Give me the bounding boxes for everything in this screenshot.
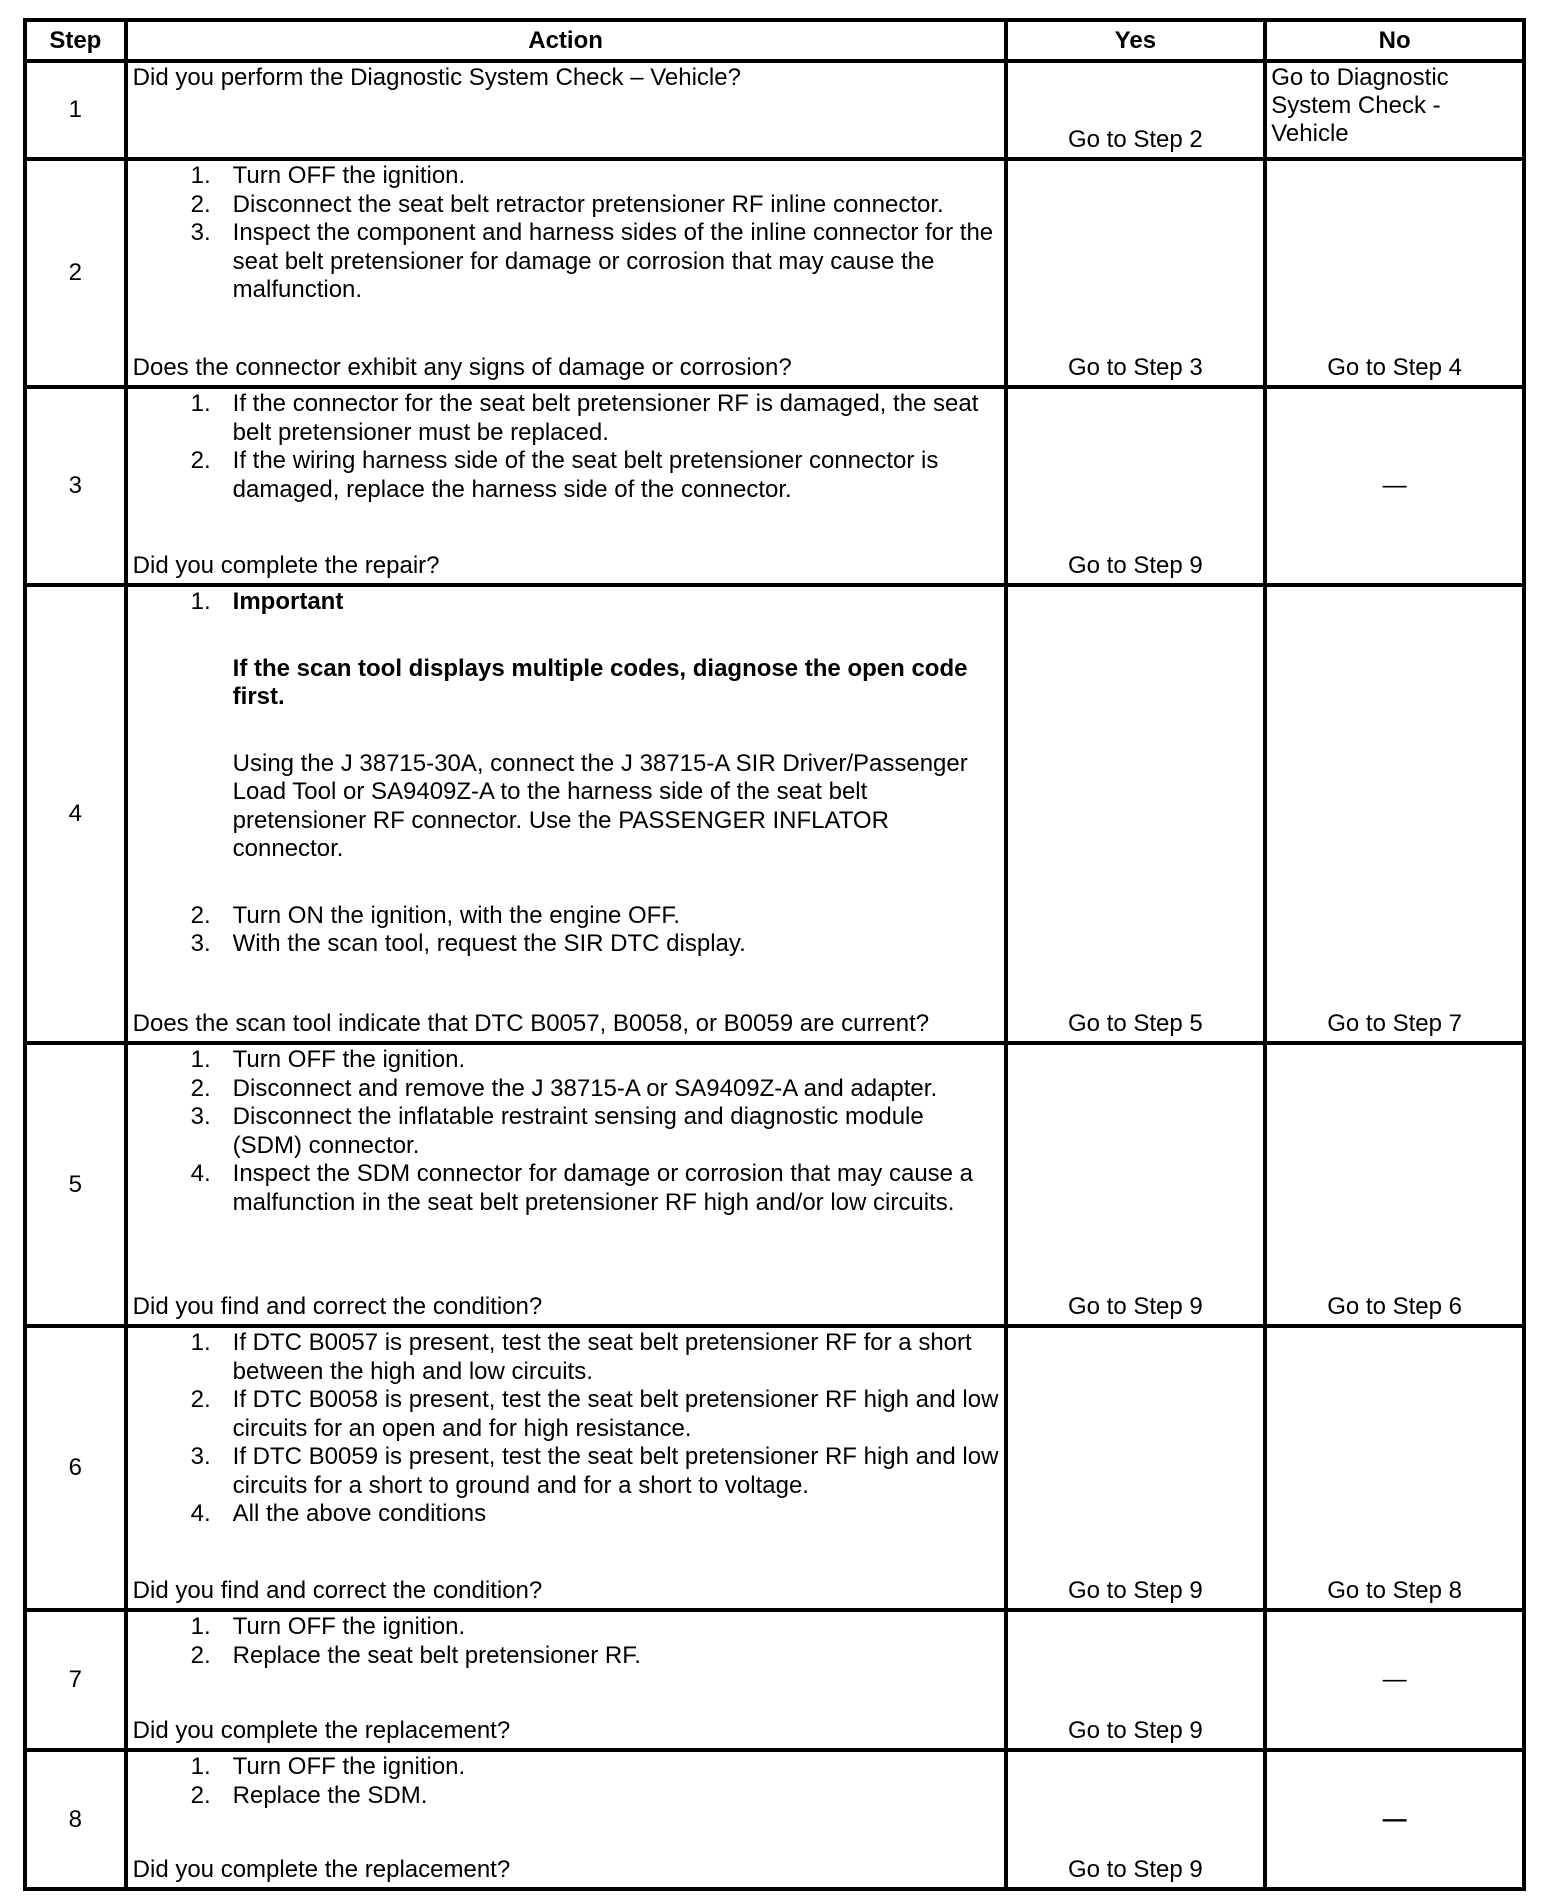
no-cell: — <box>1265 1750 1524 1889</box>
question-text: Did you complete the replacement? <box>132 1717 511 1744</box>
list-item: 2. If the wiring harness side of the seat belt pretensioner connector is damaged, replace the harness side of the connector. <box>190 447 939 503</box>
question-text: Did you perform the Diagnostic System Check – Vehicle? <box>132 64 741 91</box>
no-cell: — <box>1265 387 1524 585</box>
step-number: 3 <box>25 387 126 585</box>
step-number: 5 <box>25 1043 126 1326</box>
list-item: 4. Inspect the SDM connector for damage or corrosion that may cause a malfunction in the seat belt pretensioner RF high and/or low circuits. <box>190 1160 974 1216</box>
step-row-8 <box>25 1750 1524 1889</box>
instruction-list <box>133 390 1000 504</box>
action-cell <box>126 387 1006 585</box>
list-item: 2. Turn ON the ignition, with the engine OFF. <box>190 901 680 929</box>
step-row-7 <box>25 1610 1524 1750</box>
step-row-2 <box>25 159 1524 387</box>
no-cell: Go to Step 4 <box>1265 159 1524 387</box>
step-number: 4 <box>25 585 126 1043</box>
yes-cell: Go to Step 9 <box>1006 1750 1266 1889</box>
question-text: Did you find and correct the condition? <box>132 1577 543 1604</box>
list-item: 2. If DTC B0058 is present, test the seat belt pretensioner RF high and low circuits for an open and for high resistance. <box>190 1386 999 1442</box>
list-item: 4. All the above conditions <box>190 1500 487 1527</box>
no-cell: Go to Step 7 <box>1265 585 1524 1043</box>
header-yes: Yes <box>1006 20 1266 61</box>
action-cell <box>126 1750 1006 1889</box>
instruction-list <box>133 1753 1000 1810</box>
step-number: 8 <box>25 1750 126 1889</box>
instruction-list <box>133 1046 1000 1217</box>
step-row-4 <box>25 585 1524 1043</box>
header-no: No <box>1265 20 1524 61</box>
action-cell <box>126 585 1006 1043</box>
yes-cell: Go to Step 9 <box>1006 387 1266 585</box>
question-text: Did you complete the replacement? <box>132 1856 511 1883</box>
yes-cell: Go to Step 5 <box>1006 585 1266 1043</box>
action-cell <box>126 1326 1006 1610</box>
step-number: 1 <box>25 61 126 159</box>
list-item: 2. Replace the SDM. <box>190 1781 428 1809</box>
instruction-list <box>133 1329 1000 1529</box>
no-cell: — <box>1265 1610 1524 1750</box>
diagnostic-table <box>23 18 1526 1891</box>
yes-cell: Go to Step 9 <box>1006 1610 1266 1750</box>
list-item: 1. Turn OFF the ignition. <box>190 1613 466 1640</box>
step-row-3 <box>25 387 1524 585</box>
important-note: If the scan tool displays multiple codes, diagnose the open code first. <box>232 654 968 710</box>
no-cell: Go to Step 8 <box>1265 1326 1524 1610</box>
no-cell: Go to Diagnostic System Check - Vehicle <box>1265 61 1524 159</box>
list-item: 1. Important If the scan tool displays multiple codes, diagnose the open code first. Using the J 38715-30A, connect the J 38715-A SIR Driver/Passenger Load Tool or SA9409Z-A to the harness side of the seat belt pretensioner RF connector. Use the PASSENGER INFLATOR connector. <box>133 588 1000 864</box>
list-item: 3. If DTC B0059 is present, test the seat belt pretensioner RF high and low circuits for a short to ground and for a short to voltage. <box>190 1443 999 1499</box>
list-item: 1. Turn OFF the ignition. <box>190 1753 466 1780</box>
list-item: 3. With the scan tool, request the SIR DTC display. <box>190 930 746 957</box>
instruction-list <box>133 162 1000 305</box>
step-number: 2 <box>25 159 126 387</box>
diagnostic-table-container <box>23 18 1526 1891</box>
action-cell <box>126 61 1006 159</box>
list-item: 3. Inspect the component and harness sides of the inline connector for the seat belt pretensioner for damage or corrosion that may cause the malfunction. <box>190 219 994 303</box>
important-label: Important <box>232 588 344 615</box>
action-cell <box>126 1610 1006 1750</box>
list-item: 1. Turn OFF the ignition. <box>190 1046 466 1073</box>
yes-cell: Go to Step 9 <box>1006 1043 1266 1326</box>
header-row <box>25 20 1524 61</box>
list-item: 1. Turn OFF the ignition. <box>190 162 466 189</box>
yes-cell: Go to Step 2 <box>1006 61 1266 159</box>
question-text: Does the scan tool indicate that DTC B0057, B0058, or B0059 are current? <box>132 1010 930 1037</box>
yes-cell: Go to Step 3 <box>1006 159 1266 387</box>
list-item: 2. Disconnect and remove the J 38715-A or SA9409Z-A and adapter. <box>190 1074 938 1102</box>
step-row-5 <box>25 1043 1524 1326</box>
no-cell: Go to Step 6 <box>1265 1043 1524 1326</box>
step-number: 7 <box>25 1610 126 1750</box>
list-item: 2. Disconnect the seat belt retractor pretensioner RF inline connector. <box>190 190 944 218</box>
list-item: 3. Disconnect the inflatable restraint sensing and diagnostic module (SDM) connector. <box>190 1103 924 1159</box>
step-row-1 <box>25 61 1524 159</box>
question-text: Did you complete the repair? <box>132 552 440 579</box>
instruction-text: Using the J 38715-30A, connect the J 38715-A SIR Driver/Passenger Load Tool or SA9409Z-A to the harness side of the seat belt pretensioner RF connector. Use the PASSENGER INFLATOR connector. <box>232 749 968 862</box>
question-text: Did you find and correct the condition? <box>132 1293 543 1320</box>
list-item: 1. If DTC B0057 is present, test the seat belt pretensioner RF for a short between the high and low circuits. <box>190 1329 972 1385</box>
step-number: 6 <box>25 1326 126 1610</box>
header-step: Step <box>25 20 126 61</box>
header-action: Action <box>126 20 1006 61</box>
instruction-list <box>133 588 1000 959</box>
action-cell <box>126 1043 1006 1326</box>
list-item: 1. If the connector for the seat belt pretensioner RF is damaged, the seat belt pretensioner must be replaced. <box>190 390 979 446</box>
yes-cell: Go to Step 9 <box>1006 1326 1266 1610</box>
question-text: Does the connector exhibit any signs of damage or corrosion? <box>132 354 792 381</box>
instruction-list <box>133 1613 1000 1670</box>
list-item: 2. Replace the seat belt pretensioner RF. <box>190 1641 641 1669</box>
action-cell <box>126 159 1006 387</box>
step-row-6 <box>25 1326 1524 1610</box>
